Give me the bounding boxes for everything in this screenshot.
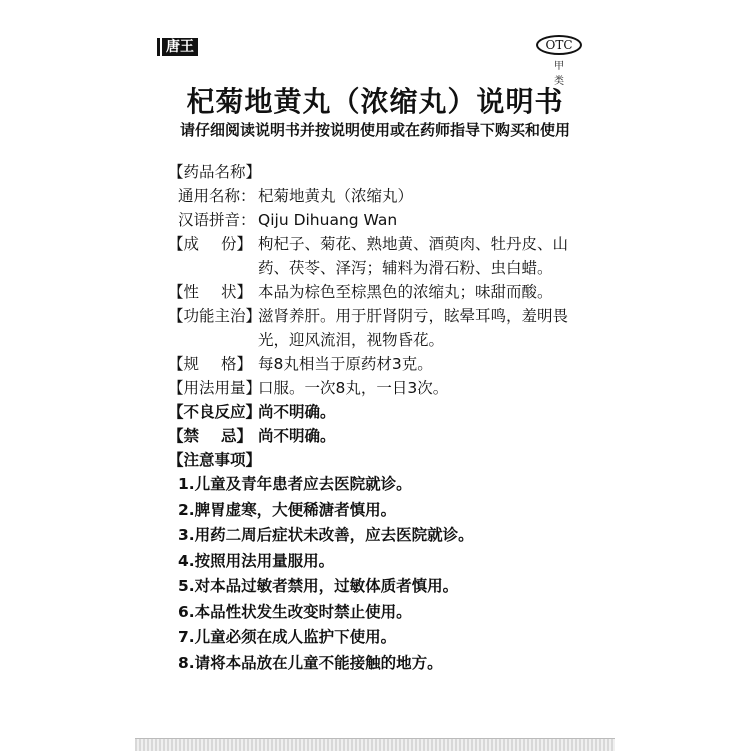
indications-line-1 — [168, 304, 608, 328]
specification-label — [168, 352, 252, 376]
ingredients-value-1: 枸杞子、菊花、熟地黄、酒萸肉、牡丹皮、山 — [258, 235, 569, 253]
ingredients-label-open: 【成 — [168, 235, 200, 253]
indications-value-1: 滋肾养肝。用于肝肾阴亏，眩晕耳鸣，羞明畏 — [258, 307, 569, 325]
precaution-item: 5.对本品过敏者禁用，过敏体质者慎用。 — [178, 577, 459, 595]
pinyin-label: 汉语拼音： — [178, 211, 256, 229]
specification-label-close: 格】 — [220, 355, 252, 373]
ingredients-line-1 — [168, 232, 608, 256]
precautions-header-line — [168, 448, 608, 472]
brand-logo — [157, 37, 198, 57]
drug-name-header-line — [168, 160, 608, 184]
pinyin-value: Qiju Dihuang Wan — [258, 211, 398, 229]
generic-name-label: 通用名称： — [178, 187, 256, 205]
precaution-item: 4.按照用法用量服用。 — [178, 551, 335, 570]
generic-name-value: 杞菊地黄丸（浓缩丸） — [258, 187, 414, 205]
dosage-value: 口服。一次8丸，一日3次。 — [258, 379, 449, 397]
next-page-edge — [135, 738, 615, 751]
specification-label-open: 【规 — [168, 355, 200, 373]
precaution-item: 8.请将本品放在儿童不能接触的地方。 — [178, 653, 443, 672]
otc-badge — [536, 35, 582, 87]
document-title: 杞菊地黄丸（浓缩丸）说明书 — [186, 85, 564, 118]
adverse-label: 【不良反应】 — [168, 403, 262, 421]
indications-value-2: 光，迎风流泪，视物昏花。 — [258, 331, 445, 349]
brand-bar — [157, 38, 160, 56]
ingredients-line-2 — [168, 256, 608, 280]
specification-line — [168, 352, 608, 376]
contraindications-line — [168, 424, 608, 448]
dosage-label: 【用法用量】 — [168, 379, 262, 397]
adverse-value: 尚不明确。 — [258, 403, 336, 421]
properties-line — [168, 280, 608, 304]
otc-class: 甲 类 — [554, 61, 570, 87]
precaution-item: 7.儿童必须在成人监护下使用。 — [178, 628, 397, 646]
contraindications-label-close: 忌】 — [220, 427, 252, 445]
adverse-line — [168, 400, 608, 424]
properties-label-open: 【性 — [168, 283, 200, 301]
precaution-item: 2.脾胃虚寒，大便稀溏者慎用。 — [178, 500, 397, 519]
ingredients-label — [168, 232, 252, 256]
precautions-header: 【注意事项】 — [168, 451, 262, 469]
indications-line-2 — [168, 328, 608, 352]
precautions-section — [168, 448, 608, 676]
precaution-item: 6.本品性状发生改变时禁止使用。 — [178, 602, 412, 621]
ingredients-value-2: 药、茯苓、泽泻；辅料为滑石粉、虫白蜡。 — [258, 259, 553, 277]
properties-label — [168, 280, 252, 304]
otc-mark: OTC — [536, 35, 582, 55]
generic-name-line — [168, 184, 608, 208]
contraindications-value: 尚不明确。 — [258, 427, 336, 445]
properties-value: 本品为棕色至棕黑色的浓缩丸；味甜而酸。 — [258, 283, 553, 301]
specification-value: 每8丸相当于原药材3克。 — [258, 355, 433, 373]
properties-label-close: 状】 — [220, 283, 252, 301]
leaflet-body — [168, 160, 608, 676]
precaution-item: 1.儿童及青年患者应去医院就诊。 — [178, 475, 412, 493]
dosage-line — [168, 376, 608, 400]
precaution-item: 3.用药二周后症状未改善，应去医院就诊。 — [178, 526, 474, 544]
contraindications-label — [168, 424, 252, 448]
contraindications-label-open: 【禁 — [168, 427, 200, 445]
indications-label: 【功能主治】 — [168, 307, 262, 325]
drug-name-header: 【药品名称】 — [168, 163, 262, 181]
brand-name: 唐王 — [162, 38, 198, 56]
ingredients-label-close: 份】 — [220, 235, 252, 253]
pinyin-line — [168, 208, 608, 232]
document-subtitle: 请仔细阅读说明书并按说明使用或在药师指导下购买和使用 — [179, 121, 570, 139]
